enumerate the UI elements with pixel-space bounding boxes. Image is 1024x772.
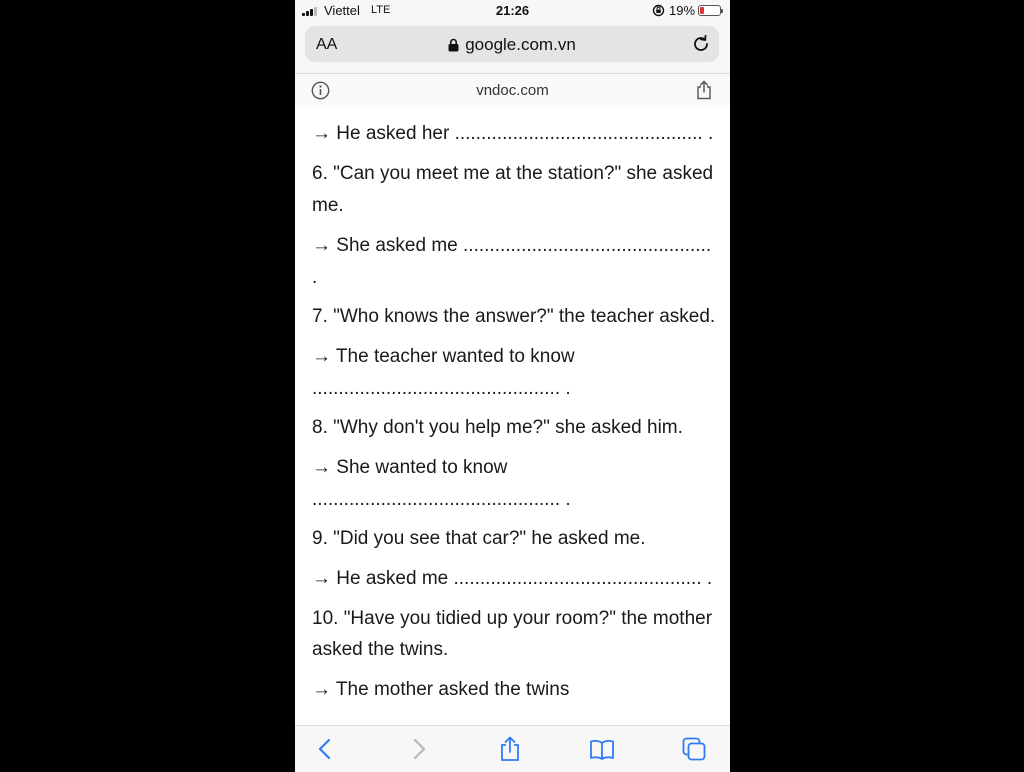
answer-line: → He asked me ............................................... .: [312, 568, 713, 589]
reload-icon[interactable]: [691, 34, 711, 54]
bookmarks-icon[interactable]: [589, 736, 615, 762]
question-line: 9. "Did you see that car?" he asked me.: [312, 528, 646, 549]
answer-line: → The teacher wanted to know: [312, 346, 575, 367]
answer-line: → She wanted to know: [312, 457, 508, 478]
status-bar: [295, 0, 730, 22]
network-type: LTE: [371, 4, 391, 16]
share-icon[interactable]: [497, 736, 523, 762]
forward-icon[interactable]: [406, 736, 432, 762]
carrier-name: Viettel: [324, 3, 360, 18]
clock: 21:26: [495, 3, 530, 18]
lock-icon: [448, 38, 459, 52]
battery-percent: 19%: [669, 3, 696, 18]
text-line: → He asked her ............................................... .: [312, 123, 714, 144]
url-field[interactable]: [305, 26, 719, 62]
page-content: [312, 107, 715, 725]
question-line: 7. "Who knows the answer?" the teacher asked.: [312, 306, 715, 327]
text-line: me.: [312, 195, 344, 216]
question-line: 10. "Have you tidied up your room?" the mother: [312, 608, 713, 629]
back-icon[interactable]: [312, 736, 338, 762]
question-line: 6. "Can you meet me at the station?" she asked: [312, 163, 714, 184]
text-line: ............................................... .: [312, 489, 571, 510]
url-display[interactable]: [305, 35, 719, 55]
text-line: .: [312, 267, 318, 288]
phone-screen: [295, 0, 730, 772]
url-text: google.com.vn: [465, 35, 576, 54]
site-domain: vndoc.com: [476, 82, 549, 99]
browser-bottom-toolbar: [295, 725, 730, 772]
site-info-bar: [295, 74, 730, 107]
battery-icon: [698, 5, 721, 16]
tabs-icon[interactable]: [681, 736, 707, 762]
share-icon[interactable]: [695, 80, 713, 100]
answer-line: → She asked me ...............................................: [312, 235, 712, 256]
rotation-lock-icon: [652, 4, 665, 17]
question-line: 8. "Why don't you help me?" she asked him.: [312, 417, 683, 438]
answer-line: → The mother asked the twins: [312, 679, 570, 700]
text-line: ............................................... .: [312, 378, 571, 399]
browser-address-bar: [295, 22, 730, 74]
text-line: asked the twins.: [312, 639, 449, 660]
text-size-label: AA: [316, 36, 338, 53]
